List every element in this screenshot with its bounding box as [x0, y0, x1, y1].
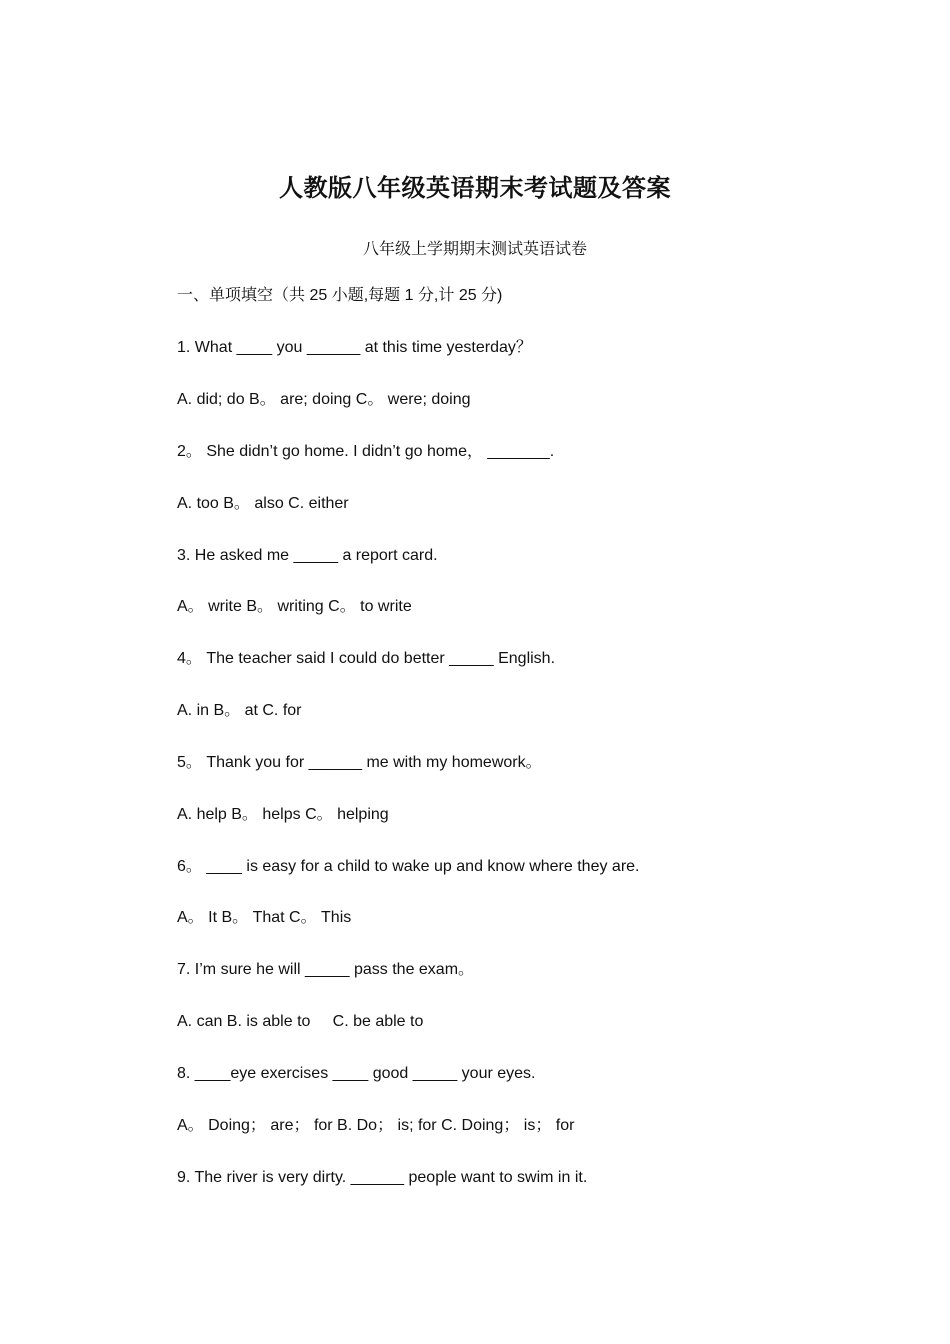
question-5: 5。 Thank you for ______ me with my homework。	[177, 754, 542, 771]
question-3: 3. He asked me _____ a report card.	[177, 547, 438, 564]
question-4-options: A. in B。 at C. for	[177, 702, 302, 719]
question-6: 6。 ____ is easy for a child to wake up and know where they are.	[177, 858, 640, 875]
question-3-options: A。 write B。 writing C。 to write	[177, 598, 412, 615]
document-title: 人教版八年级英语期末考试题及答案	[279, 175, 671, 202]
question-4: 4。 The teacher said I could do better _____ English.	[177, 650, 556, 667]
question-7-options: A. can B. is able to C. be able to	[177, 1013, 424, 1030]
question-1-options: A. did; do B。 are; doing C。 were; doing	[177, 391, 471, 408]
question-7: 7. I’m sure he will _____ pass the exam。	[177, 961, 475, 978]
question-1: 1. What ____ you ______ at this time yesterday？	[177, 339, 532, 356]
question-5-options: A. help B。 helps C。 helping	[177, 806, 389, 823]
question-2: 2。 She didn’t go home. I didn’t go home， _______.	[177, 443, 555, 460]
document-subtitle: 八年级上学期期末测试英语试卷	[362, 241, 587, 258]
question-8-options: A。 Doing； are； for B. Do； is; for C. Doing； is； for	[177, 1117, 575, 1134]
question-6-options: A。 It B。 That C。 This	[177, 909, 352, 926]
question-9: 9. The river is very dirty. ______ people want to swim in it.	[177, 1169, 588, 1186]
question-8: 8. ____eye exercises ____ good _____ your eyes.	[177, 1065, 536, 1082]
section-heading: 一、单项填空（共 25 小题,每题 1 分,计 25 分)	[177, 287, 503, 304]
question-2-options: A. too B。 also C. either	[177, 495, 349, 512]
